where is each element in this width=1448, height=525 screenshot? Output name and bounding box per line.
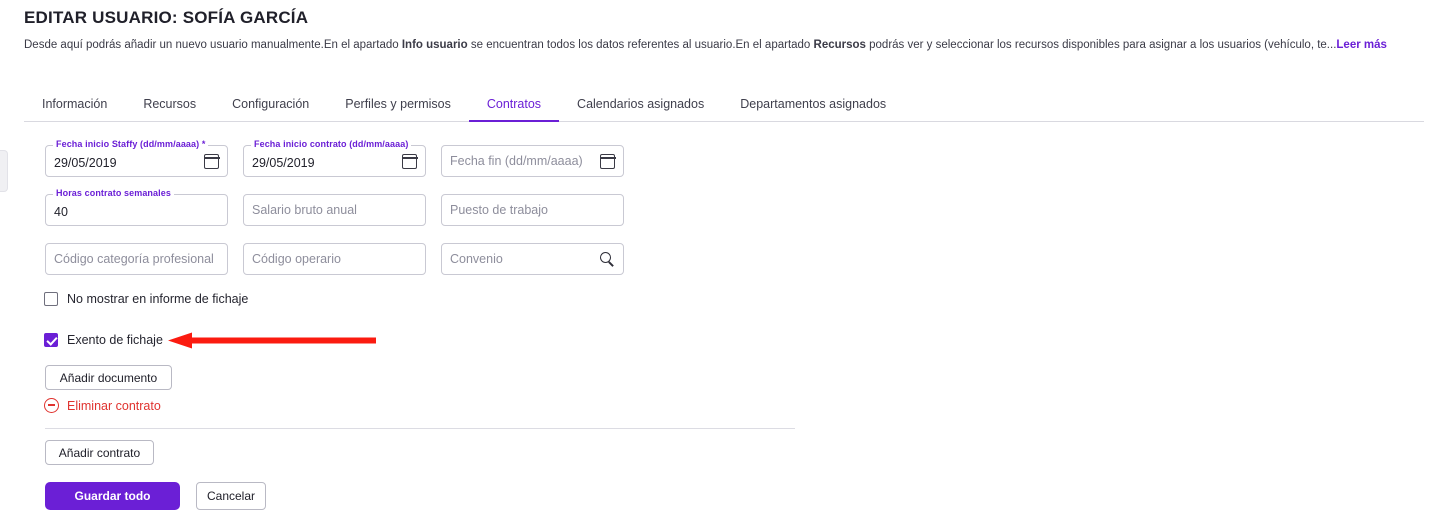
codigo-categoria-profesional-field[interactable] [45,243,228,275]
tab-bar [24,86,1424,122]
anadir-contrato-button[interactable]: Añadir contrato [45,440,154,465]
fecha-inicio-staffy-field[interactable] [45,139,228,177]
tab-contratos[interactable]: Contratos [469,86,559,121]
cancelar-button[interactable]: Cancelar [196,482,266,510]
no-mostrar-informe-fichaje-checkbox[interactable] [44,292,58,306]
page-title: EDITAR USUARIO: SOFÍA GARCÍA [24,8,309,27]
puesto-de-trabajo-field[interactable] [441,194,624,226]
page-description [24,38,1424,53]
minus-circle-icon [44,398,59,413]
section-divider [45,428,795,429]
no-mostrar-informe-fichaje-row[interactable] [44,292,248,306]
tab-departamentos-asignados[interactable]: Departamentos asignados [722,86,904,121]
exento-de-fichaje-label: Exento de fichaje [67,333,163,347]
codigo-operario-field[interactable] [243,243,426,275]
annotation-arrow [168,332,376,349]
page-description-text-2: se encuentran todos los datos referentes al usuario.En el apartado [467,39,814,51]
page-description-bold-1: Info usuario [401,39,468,51]
convenio-field[interactable] [441,243,624,275]
anadir-documento-button[interactable]: Añadir documento [45,365,172,390]
eliminar-contrato-label: Eliminar contrato [67,398,161,413]
codigo-categoria-profesional-placeholder: Código categoría profesional [54,252,214,266]
no-mostrar-informe-fichaje-label: No mostrar en informe de fichaje [67,292,249,306]
horas-contrato-semanales-label: Horas contrato semanales [53,188,174,198]
read-more-link[interactable]: Leer más [1336,39,1387,51]
tab-configuracion[interactable]: Configuración [214,86,327,121]
page-description-bold-2: Recursos [813,39,866,51]
fecha-inicio-staffy-label: Fecha inicio Staffy (dd/mm/aaaa) * [53,139,208,149]
horas-contrato-semanales-field[interactable] [45,188,228,226]
convenio-placeholder: Convenio [450,252,503,266]
fecha-inicio-contrato-value: 29/05/2019 [252,156,315,170]
calendar-icon[interactable] [204,154,219,169]
exento-de-fichaje-row[interactable] [44,333,163,347]
codigo-operario-placeholder: Código operario [252,252,341,266]
puesto-de-trabajo-placeholder: Puesto de trabajo [450,203,548,217]
salario-bruto-anual-placeholder: Salario bruto anual [252,203,357,217]
horas-contrato-semanales-value: 40 [54,205,68,219]
guardar-todo-button[interactable]: Guardar todo [45,482,180,510]
calendar-icon[interactable] [600,154,615,169]
tab-calendarios-asignados[interactable]: Calendarios asignados [559,86,722,121]
fecha-inicio-contrato-label: Fecha inicio contrato (dd/mm/aaaa) [251,139,411,149]
tab-recursos[interactable]: Recursos [125,86,214,121]
fecha-fin-field[interactable] [441,145,624,177]
fecha-inicio-staffy-value: 29/05/2019 [54,156,117,170]
fecha-inicio-contrato-field[interactable] [243,139,426,177]
tab-perfiles-y-permisos[interactable]: Perfiles y permisos [327,86,469,121]
fecha-fin-placeholder: Fecha fin (dd/mm/aaaa) [450,154,583,168]
exento-de-fichaje-checkbox[interactable] [44,333,58,347]
eliminar-contrato-row[interactable] [44,398,161,413]
salario-bruto-anual-field[interactable] [243,194,426,226]
collapsed-sidebar-handle[interactable] [0,150,8,192]
calendar-icon[interactable] [402,154,417,169]
search-icon[interactable] [599,251,615,267]
page-description-text-3: podrás ver y seleccionar los recursos disponibles para asignar a los usuarios (vehículo, te... [865,39,1337,51]
tab-informacion[interactable]: Información [24,86,125,121]
page-description-text-1: Desde aquí podrás añadir un nuevo usuario manualmente.En el apartado [24,39,402,51]
